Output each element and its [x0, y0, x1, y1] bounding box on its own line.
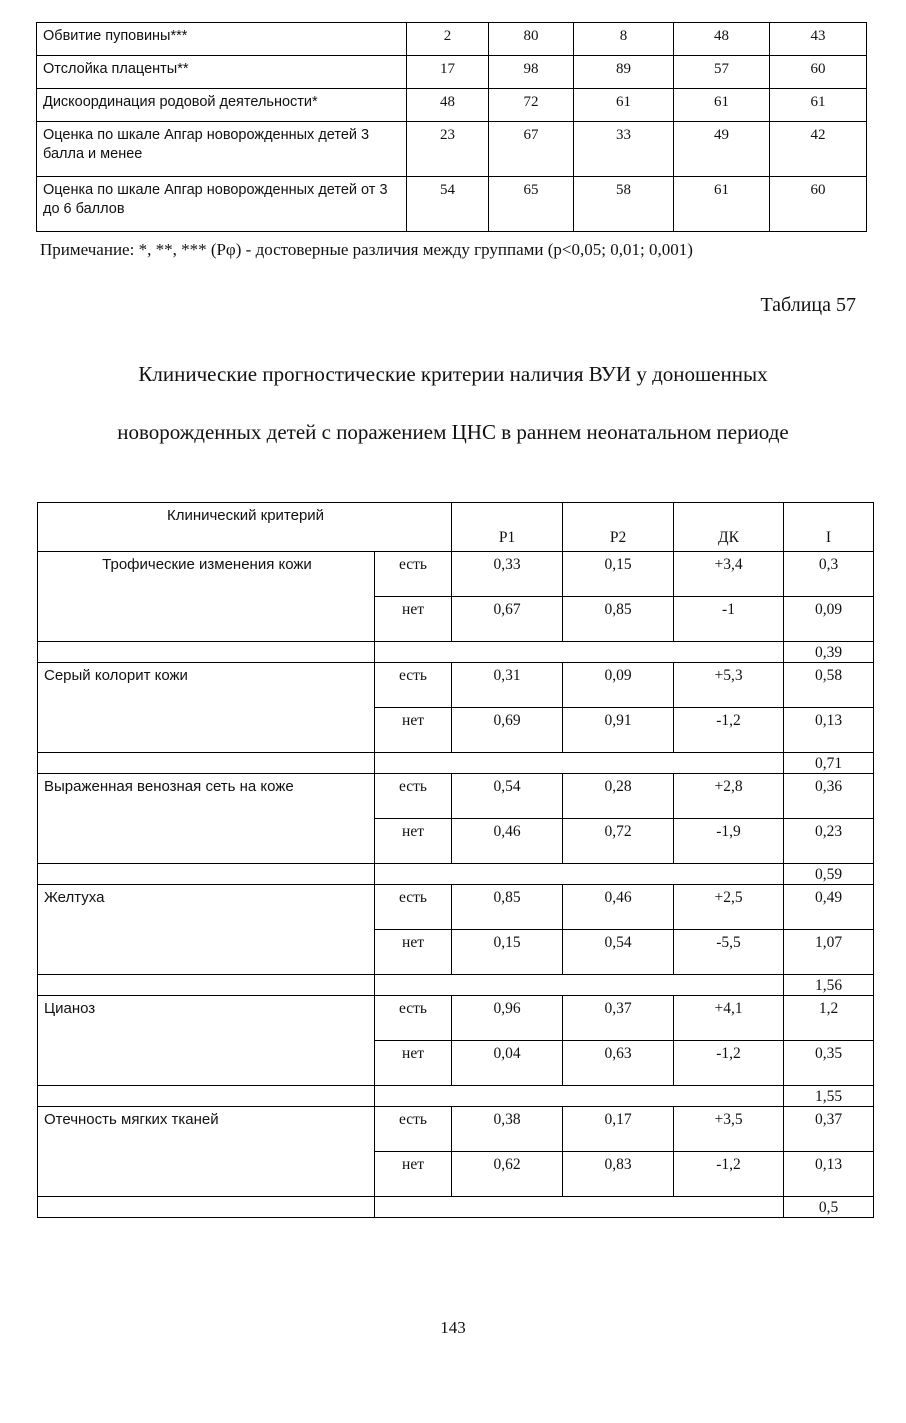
value-dk: +2,5 — [674, 885, 784, 930]
row-value: 60 — [770, 177, 867, 232]
table-row — [38, 864, 874, 885]
criterion-name: Цианоз — [38, 996, 375, 1086]
criterion-name: Выраженная венозная сеть на коже — [38, 774, 375, 864]
row-value: 57 — [674, 56, 770, 89]
table-row — [37, 56, 867, 89]
value-p1: 0,96 — [452, 996, 563, 1041]
page-number: 143 — [440, 1318, 466, 1337]
table-row — [37, 23, 867, 56]
row-value: 61 — [574, 89, 674, 122]
value-p1: 0,67 — [452, 597, 563, 642]
table-title-line-2: новорожденных детей с поражением ЦНС в раннем неонатальном периоде — [117, 420, 789, 444]
value-i: 0,13 — [784, 1152, 874, 1197]
row-label: Отслойка плаценты** — [37, 56, 407, 89]
value-dk: -1,2 — [674, 1041, 784, 1086]
total-i: 0,59 — [784, 864, 874, 885]
table-number: Таблица 57 — [760, 294, 856, 316]
value-p1: 0,85 — [452, 885, 563, 930]
value-i: 1,2 — [784, 996, 874, 1041]
value-dk: +5,3 — [674, 663, 784, 708]
value-p1: 0,15 — [452, 930, 563, 975]
table-row — [38, 1107, 874, 1152]
row-value: 48 — [674, 23, 770, 56]
value-dk: -1,9 — [674, 819, 784, 864]
answer-yes: есть — [375, 996, 452, 1041]
total-i: 0,5 — [784, 1197, 874, 1218]
table-row — [38, 663, 874, 708]
header-criterion: Клинический критерий — [38, 503, 452, 552]
row-value: 54 — [407, 177, 489, 232]
table-row — [37, 122, 867, 177]
table-row — [38, 753, 874, 774]
header-dk: ДК — [674, 503, 784, 552]
value-p2: 0,09 — [563, 663, 674, 708]
answer-no: нет — [375, 819, 452, 864]
total-i: 1,56 — [784, 975, 874, 996]
header-p2: P2 — [563, 503, 674, 552]
answer-no: нет — [375, 1041, 452, 1086]
value-p2: 0,54 — [563, 930, 674, 975]
value-p2: 0,15 — [563, 552, 674, 597]
value-p2: 0,85 — [563, 597, 674, 642]
table-row — [38, 975, 874, 996]
table-title-line-1: Клинические прогностические критерии наличия ВУИ у доношенных — [138, 362, 768, 386]
criterion-name: Желтуха — [38, 885, 375, 975]
answer-yes: есть — [375, 774, 452, 819]
row-value: 42 — [770, 122, 867, 177]
row-value: 60 — [770, 56, 867, 89]
empty-cell — [38, 1086, 375, 1107]
value-dk: -1,2 — [674, 708, 784, 753]
answer-no: нет — [375, 597, 452, 642]
header-p1: P1 — [452, 503, 563, 552]
answer-yes: есть — [375, 552, 452, 597]
criteria-table-body — [38, 503, 874, 1218]
value-dk: -1 — [674, 597, 784, 642]
table-row — [38, 885, 874, 930]
value-p2: 0,72 — [563, 819, 674, 864]
row-value: 2 — [407, 23, 489, 56]
criteria-table-header — [38, 503, 874, 552]
value-dk: +3,5 — [674, 1107, 784, 1152]
criterion-name: Серый колорит кожи — [38, 663, 375, 753]
row-value: 61 — [674, 89, 770, 122]
value-dk: +2,8 — [674, 774, 784, 819]
row-value: 48 — [407, 89, 489, 122]
value-p2: 0,83 — [563, 1152, 674, 1197]
answer-yes: есть — [375, 885, 452, 930]
row-label: Дискоординация родовой деятельности* — [37, 89, 407, 122]
value-i: 0,09 — [784, 597, 874, 642]
row-value: 67 — [489, 122, 574, 177]
criterion-name: Отечность мягких тканей — [38, 1107, 375, 1197]
row-value: 17 — [407, 56, 489, 89]
value-p2: 0,37 — [563, 996, 674, 1041]
empty-cell — [375, 864, 784, 885]
value-p1: 0,69 — [452, 708, 563, 753]
criteria-table — [37, 502, 874, 1218]
table-row — [38, 996, 874, 1041]
row-label: Оценка по шкале Апгар новорожденных детей 3 балла и менее — [37, 122, 407, 177]
row-label: Обвитие пуповины*** — [37, 23, 407, 56]
value-i: 0,58 — [784, 663, 874, 708]
value-i: 0,49 — [784, 885, 874, 930]
value-i: 1,07 — [784, 930, 874, 975]
row-value: 98 — [489, 56, 574, 89]
empty-cell — [375, 642, 784, 663]
value-p1: 0,54 — [452, 774, 563, 819]
total-i: 0,71 — [784, 753, 874, 774]
table-row — [37, 89, 867, 122]
row-value: 58 — [574, 177, 674, 232]
table-row — [37, 177, 867, 232]
row-value: 33 — [574, 122, 674, 177]
value-i: 0,36 — [784, 774, 874, 819]
table-row — [38, 1197, 874, 1218]
value-i: 0,23 — [784, 819, 874, 864]
answer-no: нет — [375, 930, 452, 975]
value-i: 0,3 — [784, 552, 874, 597]
row-value: 23 — [407, 122, 489, 177]
value-p2: 0,63 — [563, 1041, 674, 1086]
empty-cell — [375, 1086, 784, 1107]
previous-table — [36, 22, 867, 232]
value-p2: 0,91 — [563, 708, 674, 753]
empty-cell — [375, 1197, 784, 1218]
empty-cell — [38, 642, 375, 663]
row-value: 61 — [674, 177, 770, 232]
value-i: 0,37 — [784, 1107, 874, 1152]
value-p2: 0,46 — [563, 885, 674, 930]
value-p1: 0,31 — [452, 663, 563, 708]
table-note: Примечание: *, **, *** (Pφ) - достоверные различия между группами (p<0,05; 0,01; 0,001) — [40, 240, 693, 259]
row-label: Оценка по шкале Апгар новорожденных детей от 3 до 6 баллов — [37, 177, 407, 232]
table-row — [38, 552, 874, 597]
empty-cell — [38, 1197, 375, 1218]
value-p2: 0,28 — [563, 774, 674, 819]
row-value: 61 — [770, 89, 867, 122]
criterion-name: Трофические изменения кожи — [38, 552, 375, 642]
empty-cell — [38, 753, 375, 774]
previous-table-body — [37, 23, 867, 232]
total-i: 0,39 — [784, 642, 874, 663]
row-value: 49 — [674, 122, 770, 177]
value-p1: 0,33 — [452, 552, 563, 597]
answer-yes: есть — [375, 663, 452, 708]
answer-yes: есть — [375, 1107, 452, 1152]
table-row — [38, 642, 874, 663]
table-row — [38, 774, 874, 819]
row-value: 89 — [574, 56, 674, 89]
empty-cell — [375, 753, 784, 774]
row-value: 65 — [489, 177, 574, 232]
row-value: 72 — [489, 89, 574, 122]
answer-no: нет — [375, 1152, 452, 1197]
empty-cell — [38, 975, 375, 996]
value-dk: +3,4 — [674, 552, 784, 597]
header-i: I — [784, 503, 874, 552]
row-value: 8 — [574, 23, 674, 56]
value-i: 0,35 — [784, 1041, 874, 1086]
empty-cell — [375, 975, 784, 996]
value-p1: 0,46 — [452, 819, 563, 864]
row-value: 43 — [770, 23, 867, 56]
total-i: 1,55 — [784, 1086, 874, 1107]
empty-cell — [38, 864, 375, 885]
value-p2: 0,17 — [563, 1107, 674, 1152]
table-row — [38, 1086, 874, 1107]
row-value: 80 — [489, 23, 574, 56]
value-i: 0,13 — [784, 708, 874, 753]
value-dk: -5,5 — [674, 930, 784, 975]
value-p1: 0,62 — [452, 1152, 563, 1197]
value-dk: +4,1 — [674, 996, 784, 1041]
value-p1: 0,04 — [452, 1041, 563, 1086]
answer-no: нет — [375, 708, 452, 753]
value-dk: -1,2 — [674, 1152, 784, 1197]
value-p1: 0,38 — [452, 1107, 563, 1152]
